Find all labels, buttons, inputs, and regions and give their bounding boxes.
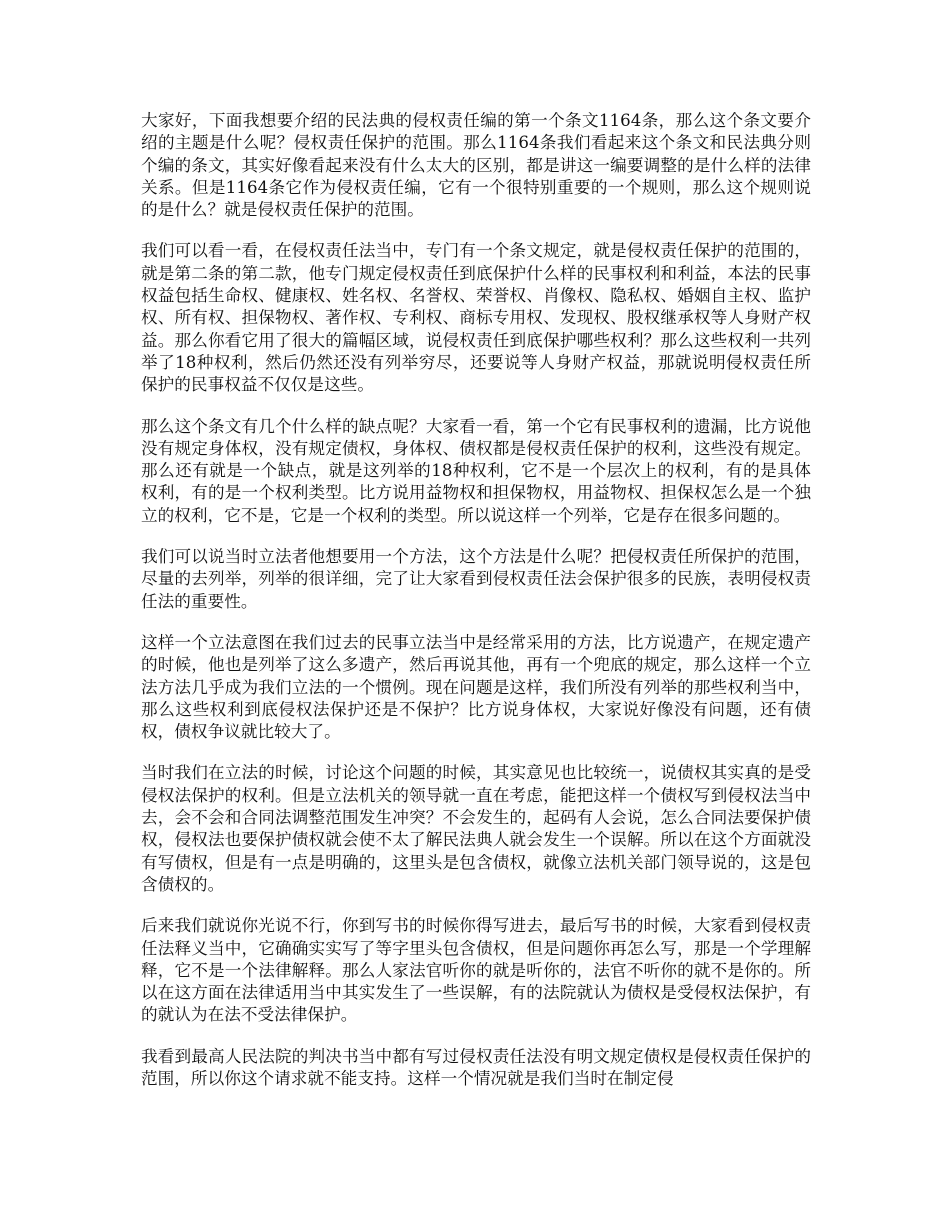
paragraph: 后来我们就说你光说不行，你到写书的时候你得写进去，最后写书的时候，大家看到侵权责任法释义当中，它确确实实写了等字里头包含债权，但是问题你再怎么写，那是一个学理解释，它不是一个法律解释。那么人家法官听你的就是听你的，法官不听你的就不是你的。所以在这方面在法律适用当中其实发生了一些误解，有的法院就认为债权是受侵权法保护，有的就认为在法不受法律保护。 [141, 916, 811, 1025]
paragraph: 当时我们在立法的时候，讨论这个问题的时候，其实意见也比较统一，说债权其实真的是受侵权法保护的权利。但是立法机关的领导就一直在考虑，能把这样一个债权写到侵权法当中去，会不会和合同法调整范围发生冲突？不会发生的，起码有人会说，怎么合同法要保护债权，侵权法也要保护债权就会使不太了解民法典人就会发生一个误解。所以在这个方面就没有写债权，但是有一点是明确的，这里头是包含债权，就像立法机关部门领导说的，这是包含债权的。 [141, 763, 811, 894]
paragraph: 我们可以看一看，在侵权责任法当中，专门有一个条文规定，就是侵权责任保护的范围的，就是第二条的第二款，他专门规定侵权责任到底保护什么样的民事权利和利益，本法的民事权益包括生命权、健康权、姓名权、名誉权、荣誉权、肖像权、隐私权、婚姻自主权、监护权、所有权、担保物权、著作权、专利权、商标专用权、发现权、股权继承权等人身财产权益。那么你看它用了很大的篇幅区域，说侵权责任到底保护哪些权利？那么这些权利一共列举了18种权利，然后仍然还没有列举穷尽，还要说等人身财产权益，那就说明侵权责任所保护的民事权益不仅仅是这些。 [141, 241, 811, 395]
paragraph: 那么这个条文有几个什么样的缺点呢？大家看一看，第一个它有民事权利的遗漏，比方说他没有规定身体权，没有规定债权，身体权、债权都是侵权责任保护的权利，这些没有规定。那么还有就是一个缺点，就是这列举的18种权利，它不是一个层次上的权利，有的是具体权利，有的是一个权利类型。比方说用益物权和担保物权，用益物权、担保权怎么是一个独立的权利，它不是，它是一个权利的类型。所以说这样一个列举，它是存在很多问题的。 [141, 416, 811, 525]
paragraph: 这样一个立法意图在我们过去的民事立法当中是经常采用的方法，比方说遗产，在规定遗产的时候，他也是列举了这么多遗产，然后再说其他，再有一个兜底的规定，那么这样一个立法方法几乎成为我们立法的一个惯例。现在问题是这样，我们所没有列举的那些权利当中，那么这些权利到底侵权法保护还是不保护？比方说身体权，大家说好像没有问题，还有债权，债权争议就比较大了。 [141, 632, 811, 742]
paragraph: 我看到最高人民法院的判决书当中都有写过侵权责任法没有明文规定债权是侵权责任保护的范围，所以你这个请求就不能支持。这样一个情况就是我们当时在制定侵 [141, 1046, 811, 1088]
document-body [141, 110, 811, 1109]
paragraph: 大家好，下面我想要介绍的民法典的侵权责任编的第一个条文1164条，那么这个条文要介绍的主题是什么呢？侵权责任保护的范围。那么1164条我们看起来这个条文和民法典分则个编的条文，其实好像看起来没有什么太大的区别，都是讲这一编要调整的是什么样的法律关系。但是1164条它作为侵权责任编，它有一个很特别重要的一个规则，那么这个规则说的是什么？就是侵权责任保护的范围。 [141, 111, 811, 220]
paragraph: 我们可以说当时立法者他想要用一个方法，这个方法是什么呢？把侵权责任所保护的范围，尽量的去列举，列举的很详细，完了让大家看到侵权责任法会保护很多的民族，表明侵权责任法的重要性。 [141, 547, 811, 611]
